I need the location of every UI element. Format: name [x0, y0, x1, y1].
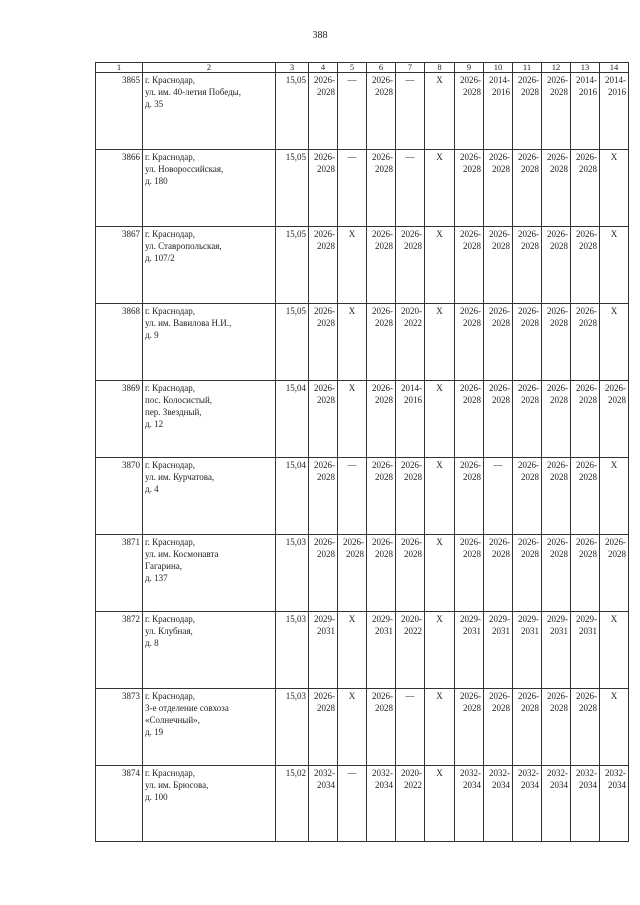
period-cell: 2032-2034	[309, 766, 338, 842]
period-cell: 2026-2028	[367, 150, 396, 227]
address-line: г. Краснодар,	[145, 152, 196, 162]
address-cell	[143, 689, 276, 766]
period-cell: 2026-2028	[542, 535, 571, 612]
period-cell: 2026-2028	[571, 689, 600, 766]
period-cell: 2026-2028	[455, 458, 484, 535]
address-line: пер. Звездный,	[145, 407, 202, 418]
period-cell: 2026-2028	[542, 304, 571, 381]
period-cell: 2026-2028	[484, 150, 513, 227]
period-cell: 2026-2028	[542, 689, 571, 766]
period-cell: 2026-2028	[513, 73, 542, 150]
column-number-row	[96, 63, 629, 73]
mark-cell: X	[425, 304, 455, 381]
period-cell: 2032-2034	[513, 766, 542, 842]
mark-cell: X	[338, 689, 367, 766]
period-cell: 2026-2028	[484, 304, 513, 381]
address-cell	[143, 612, 276, 689]
period-cell: 2026-2028	[367, 458, 396, 535]
period-cell: 2014-2016	[600, 73, 629, 150]
address-line: ул. им. Вавилова Н.И.,	[145, 318, 232, 329]
record-number: 3869	[96, 381, 143, 458]
address-line: г. Краснодар,	[145, 537, 196, 547]
column-header: 2	[143, 63, 276, 73]
column-header: 12	[542, 63, 571, 73]
address-cell	[143, 150, 276, 227]
period-cell: 2026-2028	[513, 227, 542, 304]
column-header: 5	[338, 63, 367, 73]
mark-cell: X	[425, 766, 455, 842]
mark-cell: X	[425, 381, 455, 458]
period-cell: 2029-2031	[367, 612, 396, 689]
period-cell: 2026-2028	[571, 458, 600, 535]
column-header: 6	[367, 63, 396, 73]
period-cell: 2026-2028	[542, 73, 571, 150]
address-line: ул. Ставропольская,	[145, 241, 222, 252]
record-number: 3871	[96, 535, 143, 612]
table-row	[96, 73, 629, 150]
address-line: г. Краснодар,	[145, 768, 196, 778]
address-line: г. Краснодар,	[145, 229, 196, 239]
address-line: ул. им. Брюсова,	[145, 780, 209, 791]
address-line: д. 19	[145, 727, 164, 738]
period-cell: 2026-2028	[513, 304, 542, 381]
address-line: ул. Клубная,	[145, 626, 193, 637]
period-cell: 2026-2028	[513, 535, 542, 612]
period-cell: 2026-2028	[542, 381, 571, 458]
table-row	[96, 150, 629, 227]
column-header: 4	[309, 63, 338, 73]
address-cell	[143, 458, 276, 535]
mark-cell: X	[600, 458, 629, 535]
area-value: 15,04	[276, 458, 309, 535]
mark-cell: X	[425, 535, 455, 612]
address-line: ул. Новороссийская,	[145, 164, 224, 175]
period-cell: 2026-2028	[484, 227, 513, 304]
record-number: 3872	[96, 612, 143, 689]
mark-cell: X	[338, 227, 367, 304]
period-cell: 2020-2022	[396, 304, 425, 381]
period-cell: 2032-2034	[571, 766, 600, 842]
mark-cell: X	[338, 381, 367, 458]
period-cell: 2026-2028	[571, 227, 600, 304]
period-cell: 2026-2028	[367, 73, 396, 150]
mark-cell: —	[396, 73, 425, 150]
mark-cell: —	[484, 458, 513, 535]
period-cell: 2032-2034	[484, 766, 513, 842]
area-value: 15,04	[276, 381, 309, 458]
address-line: г. Краснодар,	[145, 383, 196, 393]
mark-cell: X	[425, 150, 455, 227]
period-cell: 2020-2022	[396, 612, 425, 689]
period-cell: 2026-2028	[513, 150, 542, 227]
period-cell: 2026-2028	[367, 227, 396, 304]
address-line: д. 137	[145, 573, 168, 584]
table-row	[96, 612, 629, 689]
column-header: 14	[600, 63, 629, 73]
address-line: г. Краснодар,	[145, 75, 196, 85]
page-number: 388	[312, 30, 328, 41]
mark-cell: X	[600, 150, 629, 227]
table-row	[96, 381, 629, 458]
address-line: д. 180	[145, 176, 168, 187]
table-row	[96, 535, 629, 612]
period-cell: 2026-2028	[338, 535, 367, 612]
period-cell: 2026-2028	[455, 689, 484, 766]
period-cell: 2026-2028	[542, 458, 571, 535]
address-cell	[143, 73, 276, 150]
mark-cell: X	[425, 689, 455, 766]
address-cell	[143, 381, 276, 458]
record-number: 3870	[96, 458, 143, 535]
address-line: г. Краснодар,	[145, 460, 196, 470]
period-cell: 2026-2028	[484, 689, 513, 766]
period-cell: 2029-2031	[513, 612, 542, 689]
period-cell: 2026-2028	[571, 381, 600, 458]
period-cell: 2032-2034	[600, 766, 629, 842]
address-line: г. Краснодар,	[145, 306, 196, 316]
period-cell: 2029-2031	[455, 612, 484, 689]
period-cell: 2026-2028	[455, 304, 484, 381]
period-cell: 2026-2028	[542, 150, 571, 227]
record-number: 3873	[96, 689, 143, 766]
table-row	[96, 689, 629, 766]
area-value: 15,05	[276, 73, 309, 150]
mark-cell: X	[425, 227, 455, 304]
address-line: г. Краснодар,	[145, 614, 196, 624]
period-cell: 2026-2028	[309, 227, 338, 304]
period-cell: 2026-2028	[484, 535, 513, 612]
period-cell: 2029-2031	[309, 612, 338, 689]
mark-cell: X	[338, 612, 367, 689]
area-value: 15,05	[276, 150, 309, 227]
period-cell: 2014-2016	[571, 73, 600, 150]
column-header: 13	[571, 63, 600, 73]
address-line: д. 12	[145, 419, 164, 430]
mark-cell: —	[338, 458, 367, 535]
period-cell: 2032-2034	[455, 766, 484, 842]
mark-cell: X	[425, 458, 455, 535]
address-cell	[143, 227, 276, 304]
table-row	[96, 304, 629, 381]
mark-cell: X	[600, 227, 629, 304]
mark-cell: X	[338, 304, 367, 381]
period-cell: 2026-2028	[513, 689, 542, 766]
address-line: ул. им. 40-летия Победы,	[145, 87, 241, 98]
mark-cell: —	[338, 73, 367, 150]
address-line: д. 35	[145, 99, 164, 110]
period-cell: 2026-2028	[367, 304, 396, 381]
record-number: 3866	[96, 150, 143, 227]
period-cell: 2020-2022	[396, 766, 425, 842]
period-cell: 2029-2031	[571, 612, 600, 689]
period-cell: 2026-2028	[309, 73, 338, 150]
mark-cell: X	[600, 304, 629, 381]
period-cell: 2014-2016	[484, 73, 513, 150]
address-line: Гагарина,	[145, 561, 183, 572]
column-header: 11	[513, 63, 542, 73]
address-line: «Солнечный»,	[145, 715, 200, 726]
column-header: 7	[396, 63, 425, 73]
address-cell	[143, 766, 276, 842]
address-line: д. 107/2	[145, 253, 175, 264]
address-line: ул. им. Курчатова,	[145, 472, 215, 483]
period-cell: 2026-2028	[309, 150, 338, 227]
period-cell: 2026-2028	[396, 227, 425, 304]
mark-cell: —	[396, 689, 425, 766]
period-cell: 2026-2028	[600, 381, 629, 458]
period-cell: 2026-2028	[396, 535, 425, 612]
period-cell: 2026-2028	[396, 458, 425, 535]
record-number: 3868	[96, 304, 143, 381]
period-cell: 2026-2028	[600, 535, 629, 612]
period-cell: 2026-2028	[367, 535, 396, 612]
period-cell: 2026-2028	[455, 150, 484, 227]
address-line: д. 9	[145, 330, 159, 341]
address-line: 3-е отделение совхоза	[145, 703, 229, 714]
table-row	[96, 766, 629, 842]
address-line: ул. им. Космонавта	[145, 549, 219, 560]
mark-cell: —	[338, 150, 367, 227]
period-cell: 2026-2028	[309, 304, 338, 381]
period-cell: 2032-2034	[367, 766, 396, 842]
period-cell: 2026-2028	[455, 381, 484, 458]
column-header: 10	[484, 63, 513, 73]
period-cell: 2026-2028	[309, 458, 338, 535]
column-header: 1	[96, 63, 143, 73]
record-number: 3865	[96, 73, 143, 150]
area-value: 15,03	[276, 689, 309, 766]
area-value: 15,05	[276, 227, 309, 304]
mark-cell: X	[600, 689, 629, 766]
period-cell: 2029-2031	[542, 612, 571, 689]
period-cell: 2026-2028	[542, 227, 571, 304]
area-value: 15,03	[276, 612, 309, 689]
period-cell: 2026-2028	[571, 304, 600, 381]
address-line: пос. Колосистый,	[145, 395, 213, 406]
housing-register-table	[95, 62, 629, 842]
period-cell: 2026-2028	[513, 381, 542, 458]
period-cell: 2026-2028	[309, 381, 338, 458]
period-cell: 2026-2028	[571, 535, 600, 612]
period-cell: 2026-2028	[571, 150, 600, 227]
period-cell: 2026-2028	[455, 227, 484, 304]
area-value: 15,05	[276, 304, 309, 381]
period-cell: 2026-2028	[367, 689, 396, 766]
record-number: 3874	[96, 766, 143, 842]
table-row	[96, 458, 629, 535]
period-cell: 2026-2028	[455, 73, 484, 150]
address-cell	[143, 304, 276, 381]
period-cell: 2026-2028	[513, 458, 542, 535]
area-value: 15,03	[276, 535, 309, 612]
period-cell: 2026-2028	[309, 535, 338, 612]
period-cell: 2026-2028	[455, 535, 484, 612]
period-cell: 2032-2034	[542, 766, 571, 842]
table-body	[96, 73, 629, 842]
period-cell: 2014-2016	[396, 381, 425, 458]
period-cell: 2026-2028	[309, 689, 338, 766]
column-header: 9	[455, 63, 484, 73]
table-row	[96, 227, 629, 304]
period-cell: 2029-2031	[484, 612, 513, 689]
address-line: д. 4	[145, 484, 159, 495]
mark-cell: X	[425, 612, 455, 689]
mark-cell: X	[425, 73, 455, 150]
address-line: д. 8	[145, 638, 159, 649]
mark-cell: —	[396, 150, 425, 227]
mark-cell: —	[338, 766, 367, 842]
column-header: 8	[425, 63, 455, 73]
area-value: 15,02	[276, 766, 309, 842]
record-number: 3867	[96, 227, 143, 304]
period-cell: 2026-2028	[484, 381, 513, 458]
address-cell	[143, 535, 276, 612]
period-cell: 2026-2028	[367, 381, 396, 458]
address-line: г. Краснодар,	[145, 691, 196, 701]
mark-cell: X	[600, 612, 629, 689]
address-line: д. 100	[145, 792, 168, 803]
column-header: 3	[276, 63, 309, 73]
